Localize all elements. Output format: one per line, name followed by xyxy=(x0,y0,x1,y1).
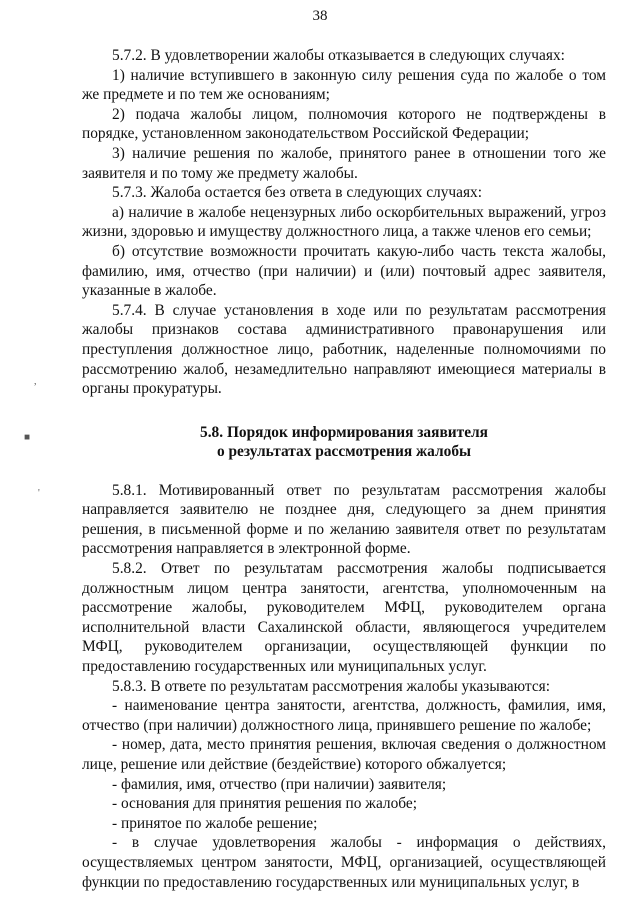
list-item: - фамилия, имя, отчество (при наличии) заявителя; xyxy=(112,775,447,793)
section-heading xyxy=(82,423,606,461)
list-item: - принятое по жалобе решение; xyxy=(112,814,318,832)
list-item: - номер, дата, место принятия решения, включая сведения о должностном лице, решение или действие (бездействие) которого обжалуется; xyxy=(82,736,606,773)
paragraph: б) отсутствие возможности прочитать какую-либо часть текста жалобы, фамилию, имя, отчество (при наличии) и (или) почтовый адрес заявителя, указанные в жалобе. xyxy=(82,242,606,300)
list-item: - основания для принятия решения по жалобе; xyxy=(112,795,418,813)
paragraph: 5.7.3. Жалоба остается без ответа в следующих случаях: xyxy=(112,184,483,202)
paragraph: 5.8.1. Мотивированный ответ по результатам рассмотрения жалобы направляется заявителю не позднее дня, следующего за днем принятия решения, в письменной форме и по желанию заявителя ответ по результатам рассмотрения направляется в электронной форме. xyxy=(82,481,606,558)
list-item: - в случае удовлетворения жалобы - информация о действиях, осуществляемых центром занятости, МФЦ, организацией, осуществляющей функции по предоставлению государственных или муниципальных услуг, в xyxy=(82,834,606,891)
paragraph: 5.8.3. В ответе по результатам рассмотрения жалобы указываются: xyxy=(112,677,551,695)
paragraph: 3) наличие решения по жалобе, принятого ранее в отношении того же заявителя и по тому же предмету жалобы. xyxy=(82,144,606,182)
heading-line-2: о результатах рассмотрения жалобы xyxy=(216,442,472,460)
scan-mark: , xyxy=(34,376,37,387)
heading-line-1: 5.8. Порядок информирования заявителя xyxy=(200,423,488,441)
paragraph: а) наличие в жалобе нецензурных либо оскорбительных выражений, угроз жизни, здоровью и имуществу должностного лица, а также членов его семьи; xyxy=(82,203,606,241)
document-body xyxy=(82,46,606,892)
paragraph: 5.8.2. Ответ по результатам рассмотрения жалобы подписывается должностным лицом центра занятости, агентства, уполномоченным на рассмотрение жалобы, руководителем МФЦ, руководителем органа исполнительной власти Сахалинской области, являющегося учредителем МФЦ, руководителем организации, осуществляющей функции по предоставлению государственных или муниципальных услуг. xyxy=(82,560,606,676)
paragraph: 2) подача жалобы лицом, полномочия которого не подтверждены в порядке, установленном законодательством Российской Федерации; xyxy=(82,105,606,143)
list-item: - наименование центра занятости, агентства, должность, фамилия, имя, отчество (при наличии) должностного лица, принявшего решение по жалобе; xyxy=(82,697,606,734)
page-number: 38 xyxy=(312,8,328,24)
paragraph: 5.7.2. В удовлетворении жалобы отказывается в следующих случаях: xyxy=(112,47,565,64)
paragraph: 1) наличие вступившего в законную силу решения суда по жалобе о том же предмете и по тем же основаниям; xyxy=(82,66,606,104)
paragraph: 5.7.4. В случае установления в ходе или по результатам рассмотрения жалобы признаков состава административного правонарушения или преступления должностное лицо, работник, наделенные полномочиями по рассмотрению жалоб, незамедлительно направляют имеющиеся материалы в органы прокуратуры. xyxy=(82,301,606,398)
scan-mark: ■ xyxy=(24,432,31,443)
scan-mark: ' xyxy=(38,488,40,499)
